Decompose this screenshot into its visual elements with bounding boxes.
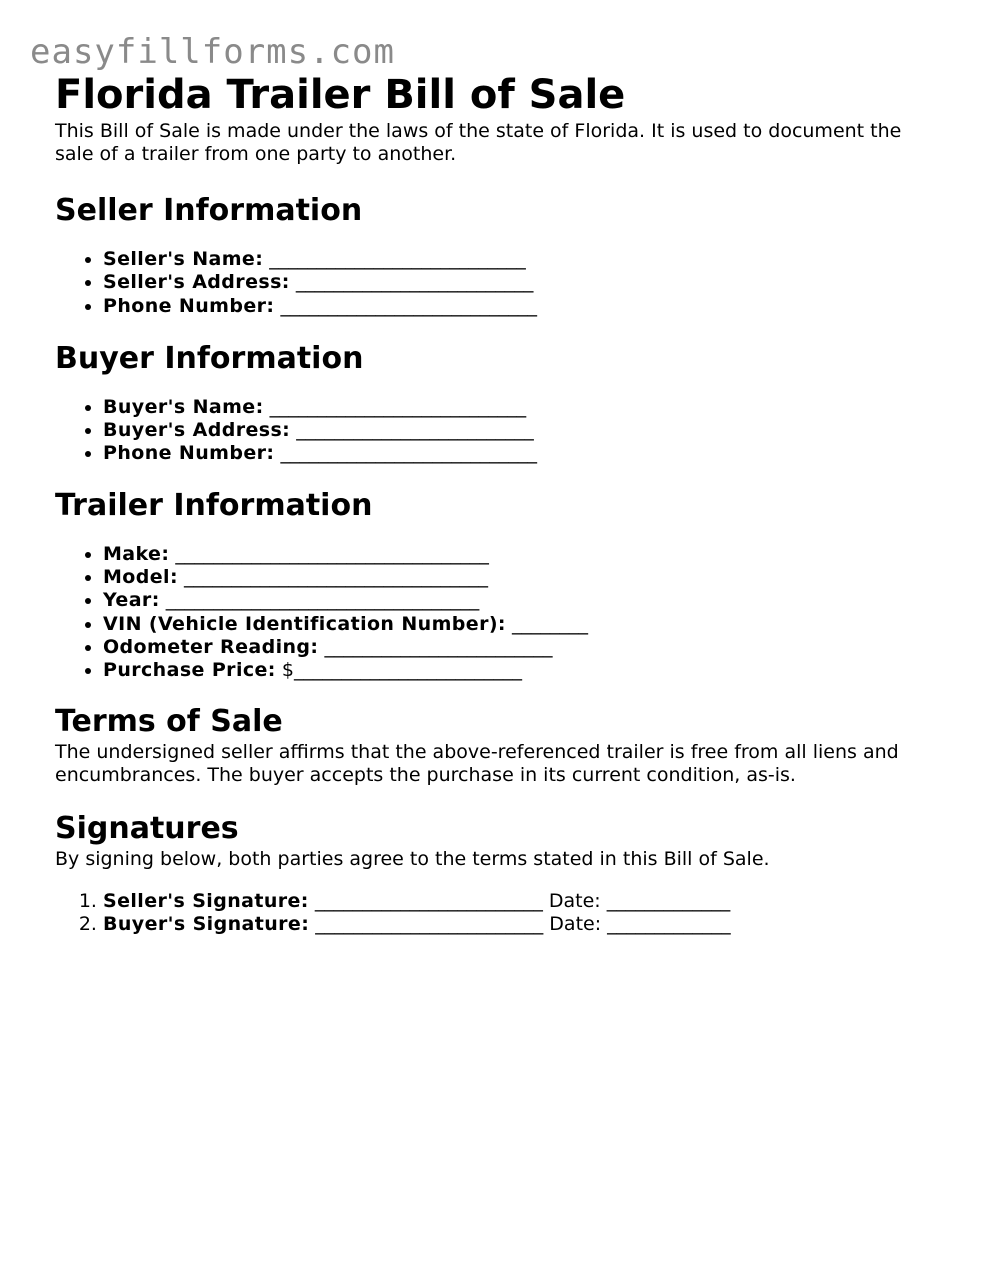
signatures-heading: Signatures	[55, 810, 239, 846]
trailer-model-field[interactable]	[103, 566, 935, 589]
watermark: easyfillforms.com	[30, 32, 395, 72]
trailer-odometer-field[interactable]	[103, 636, 935, 659]
signatures-paragraph: By signing below, both parties agree to the terms stated in this Bill of Sale.	[55, 847, 770, 870]
trailer-make-field[interactable]	[103, 543, 935, 566]
trailer-heading: Trailer Information	[55, 487, 373, 523]
field-blank: $________________________	[281, 659, 522, 682]
field-label: VIN (Vehicle Identification Number):	[103, 612, 506, 635]
field-blank: ________________________ Date: _____________	[315, 912, 731, 935]
seller-phone-field[interactable]	[103, 295, 935, 318]
field-label: Buyer's Address:	[103, 419, 291, 442]
field-label: Make:	[103, 542, 170, 565]
field-label: Year:	[103, 589, 160, 612]
field-blank: ________	[511, 612, 588, 635]
field-label: Buyer's Name:	[103, 395, 264, 418]
field-label: Phone Number:	[103, 294, 275, 317]
terms-paragraph: The undersigned seller affirms that the above-referenced trailer is free from all liens and encumbrances. The buyer accepts the purchase in its current condition, as-is.	[55, 740, 899, 786]
trailer-vin-field[interactable]	[103, 613, 935, 636]
field-label: Seller's Signature:	[103, 889, 309, 912]
field-blank: ___________________________	[280, 294, 537, 317]
seller-address-field[interactable]	[103, 271, 935, 294]
field-blank: ___________________________	[269, 248, 526, 270]
terms-heading: Terms of Sale	[55, 703, 283, 739]
trailer-price-field[interactable]	[103, 659, 935, 682]
document-page	[55, 70, 935, 936]
seller-signature-field[interactable]	[103, 890, 935, 913]
field-label: Model:	[103, 566, 178, 589]
trailer-year-field[interactable]	[103, 589, 935, 612]
field-blank: _________________________	[295, 271, 534, 294]
buyer-heading: Buyer Information	[55, 340, 364, 376]
trailer-fields-list	[55, 543, 935, 683]
field-label: Buyer's Signature:	[103, 912, 310, 935]
signatures-list	[55, 890, 935, 937]
intro-paragraph: This Bill of Sale is made under the laws of the state of Florida. It is used to document the sale of a trailer from one party to another.	[55, 120, 902, 165]
field-blank: ___________________________	[280, 442, 537, 465]
field-label: Seller's Address:	[103, 271, 290, 294]
buyer-phone-field[interactable]	[103, 442, 935, 465]
seller-fields-list	[55, 248, 935, 318]
field-blank: _________________________	[296, 419, 534, 442]
buyer-signature-field[interactable]	[103, 913, 935, 936]
field-label: Seller's Name:	[103, 248, 264, 270]
seller-name-field[interactable]	[103, 248, 935, 271]
field-blank: ________________________________	[184, 566, 489, 589]
buyer-address-field[interactable]	[103, 419, 935, 442]
field-blank: _________________________________	[165, 589, 480, 612]
field-blank: ________________________ Date: _____________	[314, 889, 731, 912]
document-title: Florida Trailer Bill of Sale	[55, 72, 626, 118]
seller-heading: Seller Information	[55, 193, 363, 228]
field-blank: ________________________	[324, 635, 553, 658]
field-label: Odometer Reading:	[103, 635, 319, 658]
field-blank: _________________________________	[175, 542, 489, 565]
buyer-name-field[interactable]	[103, 396, 935, 419]
buyer-fields-list	[55, 396, 935, 466]
field-blank: ___________________________	[269, 395, 527, 418]
field-label: Phone Number:	[103, 442, 275, 465]
field-label: Purchase Price:	[103, 659, 276, 682]
